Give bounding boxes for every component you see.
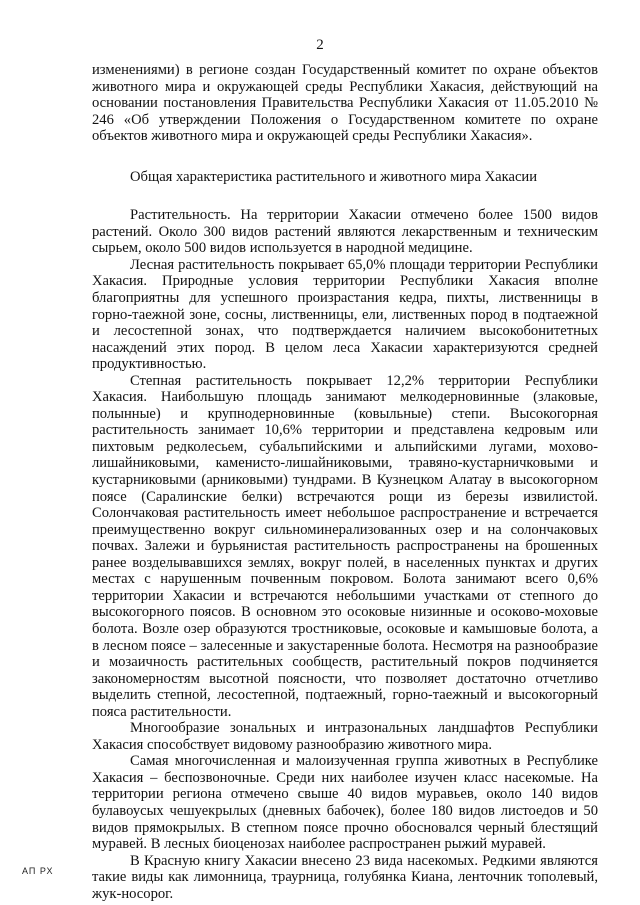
paragraph-steppe: Степная растительность покрывает 12,2% территории Республики Хакасия. Наибольшую площадь занимают мелкодерновинные (злаковые, полынные) и крупнодерновинные (ковыльные) степи. Высокогорная растительность занимает 10,6% территории и представлена кедровым или пихтовым редколесьем, субальпийскими и альпийскими лугами, мохово-лишайниковыми, каменисто-лишайниковыми, травяно-кустарничковыми и кустарниковыми (арниковыми) тундрами. В Кузнецком Алатау в высокогорном поясе (Саралинские белки) встречаются рощи из березы извилистой. Солончаковая растительность имеет небольшое распространение и встречается преимущественно вокруг сильноминерализованных озер и на солончаковых почвах. Залежи и бурьянистая растительность распространены на брошенных ранее возделывавшихся землях, вокруг полей, в населенных пунктах и других местах с нарушенным почвенным покровом. Болота занимают всего 0,6% территории Хакасии и встречаются небольшими участками от степного до высокогорного поясов. В основном это осоковые низинные и осоково-моховые болота. Возле озер образуются тростниковые, осоковые и камышовые болота, а в лесном поясе – залесенные и закустаренные болота. Несмотря на разнообразие и мозаичность растительных сообществ, растительный покров подчиняется закономерностям высотной поясности, что позволяет достаточно отчетливо выделить степной, лесостепной, подтаежный, горно-таежный и высокогорный пояса растительности. <box>92 372 598 720</box>
paragraph-landscapes: Многообразие зональных и интразональных ландшафтов Республики Хакасия способствует видовому разнообразию животного мира. <box>92 720 598 753</box>
paragraph-red-book: В Красную книгу Хакасии внесено 23 вида насекомых. Редкими являются такие виды как лимонница, траурница, голубянка Киана, ленточник тополевый, жук-носорог. <box>92 852 598 902</box>
paragraph-vegetation: Растительность. На территории Хакасии отмечено более 1500 видов растений. Около 300 видов растений являются лекарственным и техническим сырьем, около 500 видов используется в народной медицине. <box>92 207 598 257</box>
paragraph-invertebrates: Самая многочисленная и малоизученная группа животных в Республике Хакасия – беспозвоночные. Среди них наиболее изучен класс насекомые. На территории региона отмечено свыше 40 видов муравьев, около 140 видов булавоусых чешуекрылых (дневных бабочек), более 180 видов листоедов и 50 видов прямокрылых. В степном поясе прочно обосновался черный блестящий муравей. В лесных биоценозах наиболее распространен рыжий муравей. <box>92 753 598 853</box>
page-number: 2 <box>316 37 324 53</box>
paragraph-forest: Лесная растительность покрывает 65,0% площади территории Республики Хакасия. Природные условия территории Республики Хакасия вполне благоприятны для успешного произрастания кедра, пихты, лиственницы в горно-таежной зоне, сосны, лиственницы, ели, лиственных пород в подтаежной и лесостепной зонах, что подтверждается наличием высокобонитетных насаждений этих пород. В целом леса Хакасии характеризуются средней продуктивностью. <box>92 256 598 373</box>
footer-mark: АП РХ <box>22 866 54 876</box>
document-body <box>92 62 598 902</box>
intro-paragraph: изменениями) в регионе создан Государственный комитет по охране объектов животного мира и окружающей среды Республики Хакасия, действующий на основании постановления Правительства Республики Хакасия от 11.05.2010 № 246 «Об утверждении Положения о Государственном комитете по охране объектов животного мира и окружающей среды Республики Хакасия». <box>92 62 598 145</box>
section-heading: Общая характеристика растительного и животного мира Хакасии <box>130 168 538 185</box>
